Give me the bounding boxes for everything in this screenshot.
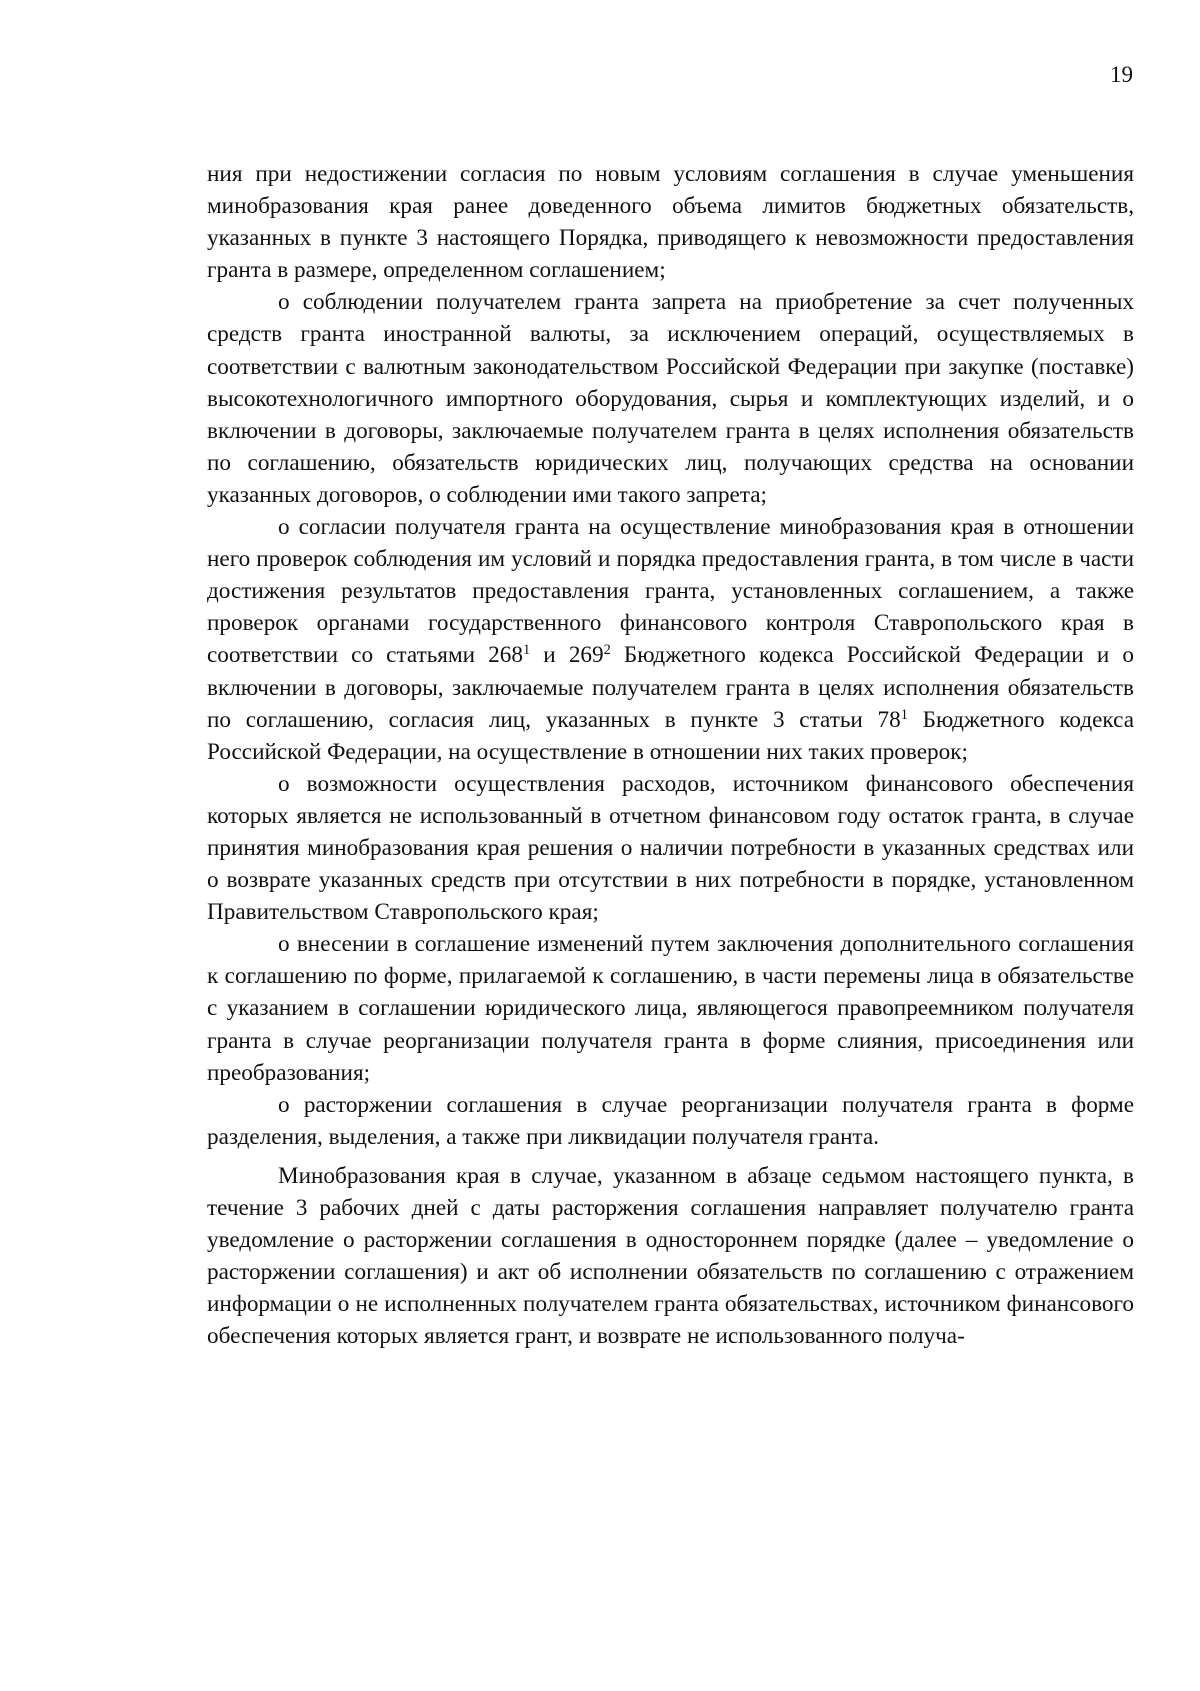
paragraph-termination: о расторжении соглашения в случае реорганизации получателя гранта в форме разделения, выделения, а также при ликвидации получателя гранта. [207,1091,1134,1150]
text-segment: Бюджетного кодекса Российской Федерации и о включении в договоры, заключаемые получателем гранта в целях исполнения обязательств по соглашению, согласия лиц, указанных в пункте 3 статьи [207,642,1134,733]
paragraph-currency-ban: о соблюдении получателем гранта запрета на приобретение за счет полученных средств гранта иностранной валюты, за исключением операций, осуществляемых в соответствии с валютным законодательством Российской Федерации при закупке (поставке) высокотехнологичного импортного оборудования, сырья и комплектующих изделий, и о включении в договоры, заключаемые получателем гранта в целях исполнения обязательств по соглашению, обязательств юридических лиц, получающих средства на основании указанных договоров, о соблюдении ими такого запрета; [207,289,1134,508]
text-segment: и [530,642,569,669]
article-number: 268 [488,642,523,669]
text-segment: Бюджетного кодекса Российской Федерации, на осуществление в отношении них таких проверок; [207,706,1134,765]
article-number: 78 [877,706,901,733]
paragraph-termination-notice: Минобразования края в случае, указанном в абзаце седьмом настоящего пункта, в течение 3 рабочих дней с даты расторжения соглашения направляет получателю гранта уведомление о расторжении соглашения в одностороннем порядке (далее – уведомление о расторжении соглашения) и акт об исполнении обязательств по соглашению с отражением информации о не исполненных получателем гранта обязательствах, источником финансового обеспечения которых является грант, и возврате не использованного получа- [207,1162,1134,1350]
paragraph-amendment: о внесении в соглашение изменений путем заключения дополнительного соглашения к соглашению по форме, прилагаемой к соглашению, в части перемены лица в обязательстве с указанием в соглашении юридического лица, являющегося правопреемником получателя гранта в случае реорганизации получателя гранта в форме слияния, присоединения или преобразования; [207,931,1134,1086]
article-superscript: 1 [522,642,531,659]
article-superscript: 1 [900,706,908,723]
article-number: 269 [568,642,604,669]
paragraph-inspection-consent [207,511,1134,768]
article-superscript: 2 [603,642,611,659]
paragraph-unused-balance: о возможности осуществления расходов, источником финансового обеспечения которых является не использованный в отчетном финансовом году остаток гранта, в случае принятия минобразования края решения о наличии потребности в указанных средствах или о возврате указанных средств при отсутствии в них потребности в порядке, установленном Правительством Ставропольского края; [207,770,1134,926]
text-segment: о согласии получателя гранта на осуществление минобразования края в отношении него проверок соблюдения им условий и порядка предоставления гранта, в том числе в части достижения результатов предоставления гранта, установленных соглашением, а также проверок органами государственного финансового контроля Ставропольского края в соответствии со статьями [207,514,1134,669]
page-number: 19 [1110,62,1133,87]
document-body [207,158,1134,1352]
paragraph-continuation: ния при недостижении согласия по новым условиям соглашения в случае уменьшения минобразования края ранее доведенного объема лимитов бюджетных обязательств, указанных в пункте 3 настоящего Порядка, приводящего к невозможности предоставления гранта в размере, определенном соглашением; [207,161,1134,284]
